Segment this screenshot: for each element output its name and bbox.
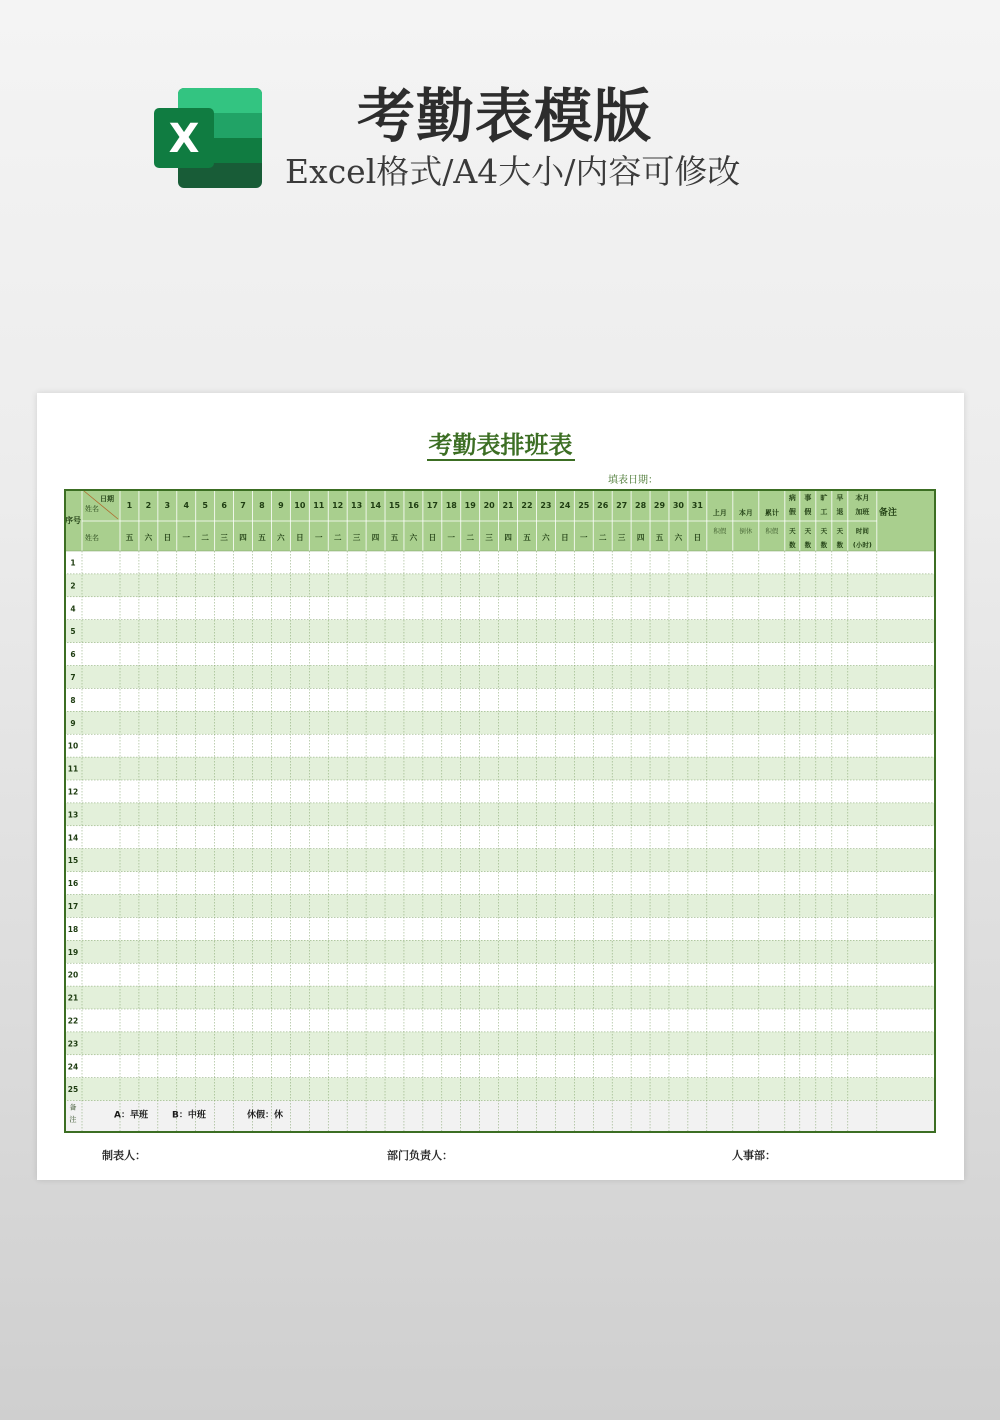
- summary-subheader: 数: [836, 541, 844, 549]
- weekday-label: 六: [144, 533, 153, 542]
- table-row: [64, 711, 936, 734]
- fill-date-label: 填表日期：: [608, 475, 658, 486]
- weekday-label: 五: [523, 533, 531, 542]
- sheet-title: 考勤表排班表: [428, 431, 573, 459]
- table-row: [64, 940, 936, 963]
- day-number: 14: [369, 501, 382, 510]
- day-number: 5: [202, 501, 208, 510]
- day-number: 28: [635, 501, 647, 510]
- table-row: [64, 688, 936, 711]
- table-row: [64, 597, 936, 620]
- name-header: 姓名: [85, 505, 99, 513]
- row-number: 18: [67, 924, 79, 934]
- weekday-label: 三: [220, 533, 228, 542]
- table-row: [64, 574, 936, 597]
- day-number: 29: [653, 501, 666, 510]
- summary-header: 假: [788, 508, 796, 516]
- table-row: [64, 1078, 936, 1101]
- legend-shift-a: A：早班: [114, 1110, 148, 1121]
- weekday-label: 五: [258, 533, 266, 542]
- weekday-label: 六: [277, 533, 285, 542]
- table-row: [64, 666, 936, 689]
- day-number: 9: [278, 501, 284, 510]
- weekday-label: 四: [239, 533, 247, 542]
- weekday-label: 日: [163, 533, 172, 542]
- row-number: 16: [67, 879, 79, 889]
- weekday-label: 四: [371, 533, 380, 542]
- weekday-label: 四: [504, 533, 512, 542]
- row-number: 13: [67, 810, 79, 820]
- weekday-label: 三: [352, 533, 361, 542]
- legend-shift-b: B：中班: [172, 1110, 206, 1121]
- day-number: 6: [221, 501, 227, 510]
- day-number: 30: [672, 501, 685, 510]
- table-row: [64, 734, 936, 757]
- table-row: [64, 986, 936, 1009]
- summary-subheader: 数: [820, 541, 828, 549]
- row-number: 15: [67, 856, 79, 866]
- weekday-label: 二: [201, 533, 209, 542]
- weekday-label: 六: [542, 533, 550, 542]
- weekday-label: 六: [409, 533, 418, 542]
- table-row: [64, 1055, 936, 1078]
- table-row: [64, 917, 936, 940]
- legend-label: 注: [69, 1115, 77, 1124]
- summary-header: 病: [788, 494, 796, 502]
- remark-header: 备注: [878, 508, 897, 518]
- row-number: 4: [70, 604, 76, 614]
- weekday-label: 日: [561, 533, 569, 542]
- day-number: 2: [145, 501, 152, 510]
- day-number: 31: [691, 501, 703, 510]
- weekday-label: 三: [485, 533, 493, 542]
- day-number: 26: [597, 501, 609, 510]
- summary-header: 本月: [855, 494, 870, 502]
- summary-header: 累计: [764, 509, 779, 517]
- legend-rest: 休假：休: [247, 1110, 284, 1121]
- summary-subheader: 天: [836, 527, 844, 535]
- table-row: [64, 780, 936, 803]
- row-number: 10: [67, 741, 79, 751]
- weekday-label: 三: [617, 533, 626, 542]
- weekday-label: 日: [296, 533, 304, 542]
- row-number: 6: [70, 650, 76, 660]
- table-row: [64, 826, 936, 849]
- summary-header: 假: [804, 508, 812, 516]
- table-row: [64, 895, 936, 918]
- row-number: 20: [67, 970, 79, 980]
- row-number: 17: [67, 901, 79, 911]
- date-header: 日期: [100, 495, 114, 503]
- logo-letter: X: [168, 116, 200, 162]
- day-number: 27: [616, 501, 628, 510]
- attendance-grid: [64, 489, 936, 1133]
- row-number: 22: [67, 1016, 79, 1026]
- row-number: 25: [67, 1085, 79, 1095]
- summary-subheader: 天: [804, 527, 812, 535]
- table-row: [64, 963, 936, 986]
- summary-header: 加班: [855, 508, 870, 516]
- weekday-label: 五: [390, 533, 399, 542]
- summary-header: 上月: [712, 509, 727, 517]
- summary-header: 早: [836, 494, 844, 502]
- summary-header: 本月: [738, 509, 753, 517]
- row-number: 24: [67, 1062, 79, 1072]
- summary-header: 工: [820, 508, 828, 516]
- summary-subheader: 时间: [855, 527, 869, 535]
- summary-subheader: 天: [789, 527, 796, 535]
- weekday-label: 一: [315, 533, 323, 542]
- day-number: 23: [540, 501, 552, 510]
- day-number: 11: [313, 501, 325, 510]
- page-subtitle: Excel格式/A4大小/内容可修改: [285, 152, 741, 191]
- legend-label: 备: [69, 1103, 77, 1112]
- weekday-label: 四: [636, 533, 645, 542]
- table-row: [64, 643, 936, 666]
- row-number: 23: [67, 1039, 79, 1049]
- day-number: 1: [126, 501, 133, 510]
- day-number: 19: [464, 501, 476, 510]
- excel-logo-icon: [152, 86, 264, 190]
- day-number: 18: [445, 501, 457, 510]
- page-title: 考勤表模版: [357, 82, 653, 150]
- day-number: 4: [183, 501, 190, 510]
- weekday-label: 五: [655, 533, 664, 542]
- table-row: [64, 757, 936, 780]
- table-row: [64, 1032, 936, 1055]
- row-number: 12: [67, 787, 79, 797]
- day-number: 13: [351, 501, 363, 510]
- footer-hr-label: 人事部：: [732, 1149, 776, 1162]
- table-row: [64, 803, 936, 826]
- row-number: 5: [70, 627, 76, 637]
- summary-subheader: 天: [820, 527, 828, 535]
- day-number: 10: [294, 501, 306, 510]
- spreadsheet-preview: [37, 393, 964, 1180]
- weekday-label: 五: [125, 533, 134, 542]
- seq-header: 序号: [65, 516, 81, 525]
- weekday-label: 二: [598, 533, 607, 542]
- table-row: [64, 551, 936, 574]
- weekday-label: 一: [447, 533, 456, 542]
- day-number: 8: [259, 501, 265, 510]
- weekday-label: 二: [466, 533, 474, 542]
- row-number: 1: [70, 558, 76, 568]
- footer-maker-label: 制表人：: [102, 1149, 146, 1162]
- day-number: 15: [388, 501, 401, 510]
- day-number: 3: [164, 501, 171, 510]
- day-number: 16: [407, 501, 419, 510]
- summary-header: 事: [804, 494, 812, 502]
- row-number: 11: [67, 764, 79, 774]
- row-number: 14: [67, 833, 79, 843]
- summary-subheader: 倒休: [739, 527, 753, 535]
- weekday-label: 日: [428, 533, 437, 542]
- row-number: 8: [70, 695, 76, 705]
- weekday-label: 二: [333, 533, 342, 542]
- day-number: 20: [483, 501, 495, 510]
- day-number: 21: [502, 501, 514, 510]
- day-number: 17: [426, 501, 438, 510]
- table-row: [64, 620, 936, 643]
- row-number: 19: [67, 947, 79, 957]
- summary-header: 退: [836, 508, 844, 516]
- weekday-label: 日: [693, 533, 702, 542]
- day-number: 25: [578, 501, 590, 510]
- weekday-label: 一: [182, 533, 191, 542]
- summary-subheader: 数: [804, 541, 812, 549]
- weekday-label: 六: [674, 533, 683, 542]
- table-row: [64, 1009, 936, 1032]
- summary-subheader: 数: [789, 541, 796, 549]
- row-number: 21: [67, 993, 79, 1003]
- row-number: 2: [70, 581, 76, 591]
- summary-subheader: 积假: [765, 527, 779, 535]
- day-number: 22: [521, 501, 533, 510]
- footer-dept-head-label: 部门负责人：: [387, 1149, 453, 1162]
- day-number: 12: [332, 501, 344, 510]
- day-number: 7: [240, 501, 246, 510]
- table-row: [64, 849, 936, 872]
- summary-subheader: (小时): [852, 541, 872, 549]
- name-header: 姓名: [85, 534, 99, 542]
- summary-header: 旷: [820, 494, 828, 502]
- day-number: 24: [559, 501, 571, 510]
- summary-subheader: 积假: [713, 527, 727, 535]
- row-number: 9: [70, 718, 76, 728]
- row-number: 7: [70, 672, 76, 682]
- table-row: [64, 872, 936, 895]
- weekday-label: 一: [580, 533, 588, 542]
